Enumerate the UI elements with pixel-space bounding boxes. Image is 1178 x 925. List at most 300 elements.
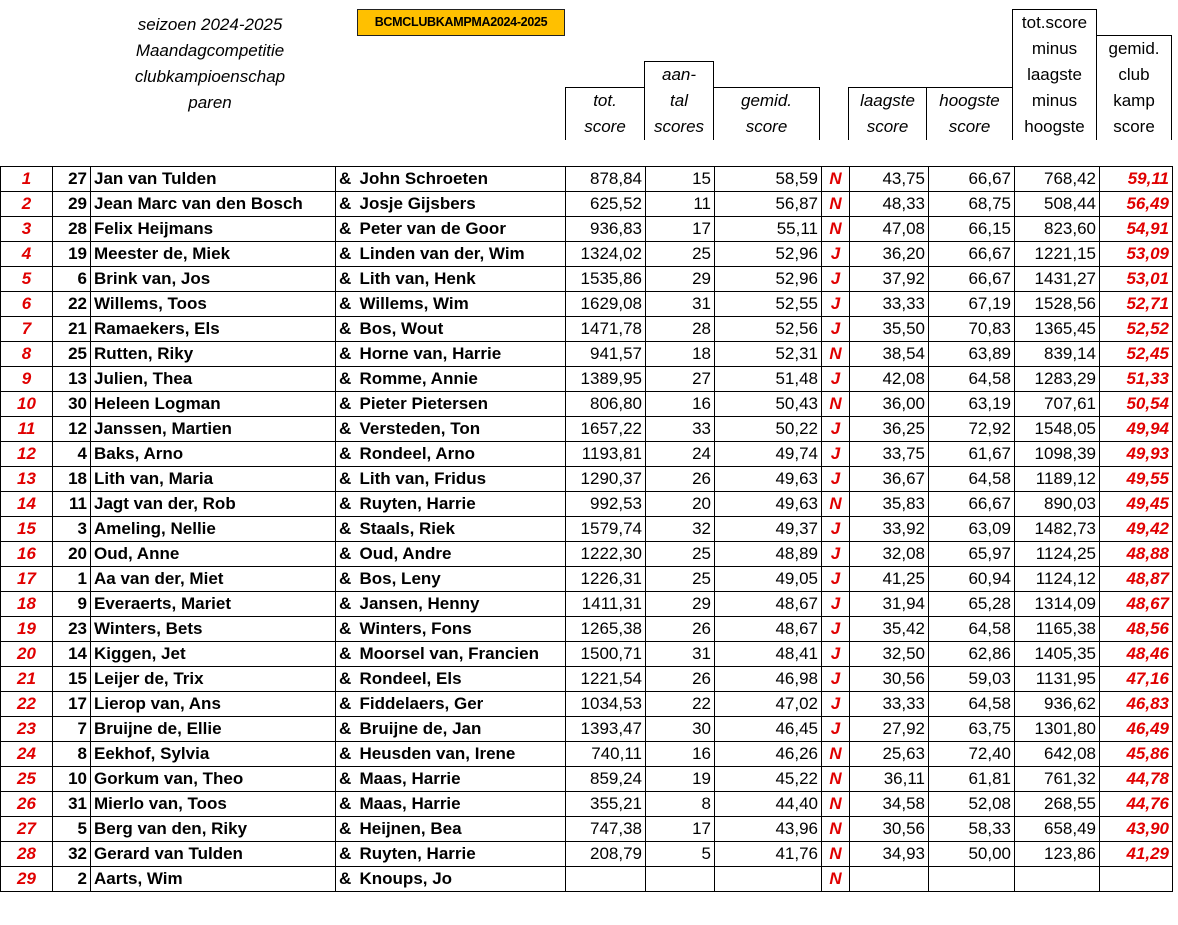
table-row bbox=[1, 767, 1173, 792]
tot-score-cell: 859,24 bbox=[566, 767, 646, 792]
score-count-cell: 25 bbox=[646, 242, 715, 267]
tot-score-cell: 740,11 bbox=[566, 742, 646, 767]
net-score-cell: 1283,29 bbox=[1015, 367, 1100, 392]
rank-cell: 1 bbox=[1, 167, 53, 192]
avg-score-cell: 58,59 bbox=[715, 167, 822, 192]
avg-score-cell: 52,55 bbox=[715, 292, 822, 317]
ampersand-cell: & bbox=[336, 667, 358, 692]
avg-score-cell: 48,67 bbox=[715, 592, 822, 617]
lowest-score-cell: 34,58 bbox=[850, 792, 929, 817]
score-count-cell: 16 bbox=[646, 742, 715, 767]
rank-cell: 7 bbox=[1, 317, 53, 342]
player2-name-cell: Romme, Annie bbox=[358, 367, 566, 392]
player2-name-cell: Willems, Wim bbox=[358, 292, 566, 317]
lowest-score-cell: 36,00 bbox=[850, 392, 929, 417]
avg-score-cell: 49,63 bbox=[715, 492, 822, 517]
table-row bbox=[1, 367, 1173, 392]
header-gemid-score: gemid. score bbox=[740, 91, 793, 136]
player1-name-cell: Winters, Bets bbox=[91, 617, 336, 642]
player1-name-cell: Janssen, Martien bbox=[91, 417, 336, 442]
score-count-cell: 24 bbox=[646, 442, 715, 467]
highest-score-cell: 66,67 bbox=[929, 267, 1015, 292]
highest-score-cell: 59,03 bbox=[929, 667, 1015, 692]
highest-score-cell: 63,09 bbox=[929, 517, 1015, 542]
player2-name-cell: Ruyten, Harrie bbox=[358, 492, 566, 517]
avg-score-cell: 44,40 bbox=[715, 792, 822, 817]
rank-cell: 22 bbox=[1, 692, 53, 717]
score-count-cell: 31 bbox=[646, 292, 715, 317]
ampersand-cell: & bbox=[336, 417, 358, 442]
ampersand-cell: & bbox=[336, 767, 358, 792]
player1-name-cell: Ameling, Nellie bbox=[91, 517, 336, 542]
rank-cell: 9 bbox=[1, 367, 53, 392]
avg-score-cell bbox=[715, 867, 822, 892]
flag-cell: J bbox=[822, 642, 850, 667]
tot-score-cell: 355,21 bbox=[566, 792, 646, 817]
avg-score-cell: 43,96 bbox=[715, 817, 822, 842]
ampersand-cell: & bbox=[336, 867, 358, 892]
player2-name-cell: Bos, Wout bbox=[358, 317, 566, 342]
rank-cell: 21 bbox=[1, 667, 53, 692]
rank-cell: 20 bbox=[1, 642, 53, 667]
ampersand-cell: & bbox=[336, 292, 358, 317]
player-id-cell: 4 bbox=[53, 442, 91, 467]
player-id-cell: 25 bbox=[53, 342, 91, 367]
club-score-cell: 49,55 bbox=[1100, 467, 1173, 492]
club-score-cell: 56,49 bbox=[1100, 192, 1173, 217]
score-count-cell: 17 bbox=[646, 217, 715, 242]
flag-cell: J bbox=[822, 692, 850, 717]
flag-cell: J bbox=[822, 292, 850, 317]
title-line-competition: Maandagcompetitie bbox=[135, 41, 285, 60]
club-score-cell: 44,78 bbox=[1100, 767, 1173, 792]
results-body bbox=[1, 167, 1173, 892]
table-row bbox=[1, 267, 1173, 292]
player1-name-cell: Kiggen, Jet bbox=[91, 642, 336, 667]
highest-score-cell: 68,75 bbox=[929, 192, 1015, 217]
avg-score-cell: 47,02 bbox=[715, 692, 822, 717]
net-score-cell: 1482,73 bbox=[1015, 517, 1100, 542]
tot-score-cell: 992,53 bbox=[566, 492, 646, 517]
net-score-cell: 1098,39 bbox=[1015, 442, 1100, 467]
tot-score-cell: 1393,47 bbox=[566, 717, 646, 742]
club-score-cell: 48,88 bbox=[1100, 542, 1173, 567]
lowest-score-cell: 32,08 bbox=[850, 542, 929, 567]
avg-score-cell: 46,98 bbox=[715, 667, 822, 692]
header-aantal-scores: aan- tal scores bbox=[653, 65, 705, 136]
player-id-cell: 15 bbox=[53, 667, 91, 692]
highest-score-cell: 60,94 bbox=[929, 567, 1015, 592]
flag-cell: J bbox=[822, 717, 850, 742]
highest-score-cell: 61,81 bbox=[929, 767, 1015, 792]
rank-cell: 17 bbox=[1, 567, 53, 592]
table-row bbox=[1, 592, 1173, 617]
net-score-cell: 1548,05 bbox=[1015, 417, 1100, 442]
tot-score-cell: 208,79 bbox=[566, 842, 646, 867]
player2-name-cell: Ruyten, Harrie bbox=[358, 842, 566, 867]
lowest-score-cell: 33,92 bbox=[850, 517, 929, 542]
player2-name-cell: Peter van de Goor bbox=[358, 217, 566, 242]
player1-name-cell: Oud, Anne bbox=[91, 542, 336, 567]
tot-score-cell: 1226,31 bbox=[566, 567, 646, 592]
player2-name-cell: Lith van, Fridus bbox=[358, 467, 566, 492]
table-row bbox=[1, 792, 1173, 817]
table-row bbox=[1, 217, 1173, 242]
player-id-cell: 6 bbox=[53, 267, 91, 292]
flag-cell: J bbox=[822, 667, 850, 692]
flag-cell: J bbox=[822, 442, 850, 467]
score-count-cell: 8 bbox=[646, 792, 715, 817]
club-score-cell: 52,71 bbox=[1100, 292, 1173, 317]
net-score-cell: 1365,45 bbox=[1015, 317, 1100, 342]
player1-name-cell: Heleen Logman bbox=[91, 392, 336, 417]
flag-cell: J bbox=[822, 567, 850, 592]
tot-score-cell: 1657,22 bbox=[566, 417, 646, 442]
player2-name-cell: Maas, Harrie bbox=[358, 792, 566, 817]
flag-cell: J bbox=[822, 417, 850, 442]
score-count-cell: 26 bbox=[646, 617, 715, 642]
player1-name-cell: Everaerts, Mariet bbox=[91, 592, 336, 617]
ampersand-cell: & bbox=[336, 392, 358, 417]
player-id-cell: 1 bbox=[53, 567, 91, 592]
net-score-cell: 1431,27 bbox=[1015, 267, 1100, 292]
flag-cell: N bbox=[822, 767, 850, 792]
table-row bbox=[1, 842, 1173, 867]
highest-score-cell: 64,58 bbox=[929, 617, 1015, 642]
lowest-score-cell: 33,33 bbox=[850, 292, 929, 317]
player1-name-cell: Bruijne de, Ellie bbox=[91, 717, 336, 742]
club-score-cell: 41,29 bbox=[1100, 842, 1173, 867]
player1-name-cell: Julien, Thea bbox=[91, 367, 336, 392]
table-row bbox=[1, 342, 1173, 367]
lowest-score-cell: 35,42 bbox=[850, 617, 929, 642]
net-score-cell: 658,49 bbox=[1015, 817, 1100, 842]
table-row bbox=[1, 642, 1173, 667]
tot-score-cell: 1411,31 bbox=[566, 592, 646, 617]
highest-score-cell: 72,92 bbox=[929, 417, 1015, 442]
player2-name-cell: Staals, Riek bbox=[358, 517, 566, 542]
table-row bbox=[1, 692, 1173, 717]
flag-cell: N bbox=[822, 742, 850, 767]
score-count-cell: 22 bbox=[646, 692, 715, 717]
club-score-cell: 46,49 bbox=[1100, 717, 1173, 742]
net-score-cell: 768,42 bbox=[1015, 167, 1100, 192]
rank-cell: 19 bbox=[1, 617, 53, 642]
highest-score-cell: 72,40 bbox=[929, 742, 1015, 767]
tot-score-cell: 806,80 bbox=[566, 392, 646, 417]
score-count-cell: 29 bbox=[646, 592, 715, 617]
club-score-cell: 53,09 bbox=[1100, 242, 1173, 267]
ampersand-cell: & bbox=[336, 267, 358, 292]
player1-name-cell: Leijer de, Trix bbox=[91, 667, 336, 692]
tot-score-cell: 1221,54 bbox=[566, 667, 646, 692]
player-id-cell: 9 bbox=[53, 592, 91, 617]
avg-score-cell: 48,89 bbox=[715, 542, 822, 567]
avg-score-cell: 46,26 bbox=[715, 742, 822, 767]
ampersand-cell: & bbox=[336, 492, 358, 517]
score-count-cell: 26 bbox=[646, 667, 715, 692]
tot-score-cell: 625,52 bbox=[566, 192, 646, 217]
ampersand-cell: & bbox=[336, 342, 358, 367]
ampersand-cell: & bbox=[336, 242, 358, 267]
table-row bbox=[1, 492, 1173, 517]
rank-cell: 3 bbox=[1, 217, 53, 242]
club-score-cell: 48,87 bbox=[1100, 567, 1173, 592]
player-id-cell: 29 bbox=[53, 192, 91, 217]
lowest-score-cell bbox=[850, 867, 929, 892]
ampersand-cell: & bbox=[336, 367, 358, 392]
club-score-cell: 43,90 bbox=[1100, 817, 1173, 842]
ampersand-cell: & bbox=[336, 542, 358, 567]
player2-name-cell: Moorsel van, Francien bbox=[358, 642, 566, 667]
table-row bbox=[1, 567, 1173, 592]
club-score-cell: 47,16 bbox=[1100, 667, 1173, 692]
ampersand-cell: & bbox=[336, 792, 358, 817]
player1-name-cell: Felix Heijmans bbox=[91, 217, 336, 242]
club-score-cell: 50,54 bbox=[1100, 392, 1173, 417]
highest-score-cell: 64,58 bbox=[929, 467, 1015, 492]
table-row bbox=[1, 192, 1173, 217]
rank-cell: 15 bbox=[1, 517, 53, 542]
player2-name-cell: Oud, Andre bbox=[358, 542, 566, 567]
highest-score-cell: 63,75 bbox=[929, 717, 1015, 742]
lowest-score-cell: 35,50 bbox=[850, 317, 929, 342]
flag-cell: J bbox=[822, 267, 850, 292]
net-score-cell: 1165,38 bbox=[1015, 617, 1100, 642]
title-line-season: seizoen 2024-2025 bbox=[137, 15, 283, 34]
avg-score-cell: 41,76 bbox=[715, 842, 822, 867]
table-row bbox=[1, 617, 1173, 642]
player-id-cell: 10 bbox=[53, 767, 91, 792]
table-row bbox=[1, 167, 1173, 192]
tot-score-cell: 1629,08 bbox=[566, 292, 646, 317]
player2-name-cell: Lith van, Henk bbox=[358, 267, 566, 292]
player1-name-cell: Mierlo van, Toos bbox=[91, 792, 336, 817]
score-count-cell: 25 bbox=[646, 542, 715, 567]
net-score-cell: 642,08 bbox=[1015, 742, 1100, 767]
table-row bbox=[1, 667, 1173, 692]
score-count-cell: 33 bbox=[646, 417, 715, 442]
avg-score-cell: 46,45 bbox=[715, 717, 822, 742]
highest-score-cell: 62,86 bbox=[929, 642, 1015, 667]
player2-name-cell: Knoups, Jo bbox=[358, 867, 566, 892]
rank-cell: 8 bbox=[1, 342, 53, 367]
avg-score-cell: 49,05 bbox=[715, 567, 822, 592]
flag-cell: J bbox=[822, 367, 850, 392]
tot-score-cell: 1500,71 bbox=[566, 642, 646, 667]
player-id-cell: 2 bbox=[53, 867, 91, 892]
player2-name-cell: Bruijne de, Jan bbox=[358, 717, 566, 742]
ampersand-cell: & bbox=[336, 817, 358, 842]
table-row bbox=[1, 292, 1173, 317]
score-count-cell: 16 bbox=[646, 392, 715, 417]
highest-score-cell: 65,28 bbox=[929, 592, 1015, 617]
avg-score-cell: 49,63 bbox=[715, 467, 822, 492]
rank-cell: 24 bbox=[1, 742, 53, 767]
tot-score-cell bbox=[566, 867, 646, 892]
avg-score-cell: 52,96 bbox=[715, 242, 822, 267]
player1-name-cell: Jan van Tulden bbox=[91, 167, 336, 192]
lowest-score-cell: 47,08 bbox=[850, 217, 929, 242]
flag-cell: N bbox=[822, 842, 850, 867]
score-count-cell: 5 bbox=[646, 842, 715, 867]
lowest-score-cell: 36,67 bbox=[850, 467, 929, 492]
avg-score-cell: 51,48 bbox=[715, 367, 822, 392]
player1-name-cell: Gorkum van, Theo bbox=[91, 767, 336, 792]
ampersand-cell: & bbox=[336, 617, 358, 642]
table-row bbox=[1, 467, 1173, 492]
highest-score-cell: 63,89 bbox=[929, 342, 1015, 367]
player2-name-cell: Heijnen, Bea bbox=[358, 817, 566, 842]
net-score-cell: 1124,12 bbox=[1015, 567, 1100, 592]
player2-name-cell: Josje Gijsbers bbox=[358, 192, 566, 217]
club-score-cell: 45,86 bbox=[1100, 742, 1173, 767]
rank-cell: 10 bbox=[1, 392, 53, 417]
tot-score-cell: 1535,86 bbox=[566, 267, 646, 292]
ampersand-cell: & bbox=[336, 192, 358, 217]
flag-cell: J bbox=[822, 317, 850, 342]
rank-cell: 12 bbox=[1, 442, 53, 467]
ampersand-cell: & bbox=[336, 517, 358, 542]
ampersand-cell: & bbox=[336, 442, 358, 467]
highest-score-cell: 66,15 bbox=[929, 217, 1015, 242]
player1-name-cell: Aarts, Wim bbox=[91, 867, 336, 892]
rank-cell: 28 bbox=[1, 842, 53, 867]
player1-name-cell: Berg van den, Riky bbox=[91, 817, 336, 842]
highest-score-cell: 70,83 bbox=[929, 317, 1015, 342]
flag-cell: N bbox=[822, 492, 850, 517]
net-score-cell: 707,61 bbox=[1015, 392, 1100, 417]
net-score-cell: 1301,80 bbox=[1015, 717, 1100, 742]
lowest-score-cell: 37,92 bbox=[850, 267, 929, 292]
header-laagste-score: laagste score bbox=[860, 91, 915, 136]
flag-cell: N bbox=[822, 867, 850, 892]
score-count-cell: 18 bbox=[646, 342, 715, 367]
highest-score-cell: 66,67 bbox=[929, 492, 1015, 517]
tot-score-cell: 878,84 bbox=[566, 167, 646, 192]
highest-score-cell: 64,58 bbox=[929, 692, 1015, 717]
score-count-cell: 11 bbox=[646, 192, 715, 217]
club-score-cell: 52,45 bbox=[1100, 342, 1173, 367]
table-row bbox=[1, 242, 1173, 267]
player-id-cell: 11 bbox=[53, 492, 91, 517]
flag-cell: N bbox=[822, 217, 850, 242]
ampersand-cell: & bbox=[336, 217, 358, 242]
ampersand-cell: & bbox=[336, 742, 358, 767]
player2-name-cell: Horne van, Harrie bbox=[358, 342, 566, 367]
net-score-cell: 1131,95 bbox=[1015, 667, 1100, 692]
net-score-cell: 839,14 bbox=[1015, 342, 1100, 367]
table-row bbox=[1, 867, 1173, 892]
tot-score-cell: 1389,95 bbox=[566, 367, 646, 392]
player-id-cell: 27 bbox=[53, 167, 91, 192]
score-count-cell: 30 bbox=[646, 717, 715, 742]
club-score-cell: 53,01 bbox=[1100, 267, 1173, 292]
player1-name-cell: Lierop van, Ans bbox=[91, 692, 336, 717]
player2-name-cell: Rondeel, Arno bbox=[358, 442, 566, 467]
header-gemid-club: gemid. club kamp score bbox=[1108, 39, 1160, 136]
tot-score-cell: 1290,37 bbox=[566, 467, 646, 492]
season-title bbox=[100, 12, 320, 116]
highest-score-cell: 52,08 bbox=[929, 792, 1015, 817]
lowest-score-cell: 25,63 bbox=[850, 742, 929, 767]
highest-score-cell: 61,67 bbox=[929, 442, 1015, 467]
lowest-score-cell: 32,50 bbox=[850, 642, 929, 667]
lowest-score-cell: 41,25 bbox=[850, 567, 929, 592]
club-badge: BCMCLUBKAMPMA2024-2025 bbox=[357, 9, 565, 36]
lowest-score-cell: 31,94 bbox=[850, 592, 929, 617]
title-line-championship: clubkampioenschap bbox=[134, 67, 286, 86]
tot-score-cell: 1034,53 bbox=[566, 692, 646, 717]
club-score-cell: 49,94 bbox=[1100, 417, 1173, 442]
table-row bbox=[1, 717, 1173, 742]
avg-score-cell: 55,11 bbox=[715, 217, 822, 242]
flag-cell: N bbox=[822, 167, 850, 192]
player-id-cell: 18 bbox=[53, 467, 91, 492]
rank-cell: 4 bbox=[1, 242, 53, 267]
player1-name-cell: Ramaekers, Els bbox=[91, 317, 336, 342]
player1-name-cell: Eekhof, Sylvia bbox=[91, 742, 336, 767]
score-count-cell: 19 bbox=[646, 767, 715, 792]
avg-score-cell: 49,74 bbox=[715, 442, 822, 467]
ampersand-cell: & bbox=[336, 592, 358, 617]
lowest-score-cell: 30,56 bbox=[850, 817, 929, 842]
lowest-score-cell: 43,75 bbox=[850, 167, 929, 192]
player1-name-cell: Rutten, Riky bbox=[91, 342, 336, 367]
player-id-cell: 21 bbox=[53, 317, 91, 342]
player2-name-cell: Linden van der, Wim bbox=[358, 242, 566, 267]
player-id-cell: 20 bbox=[53, 542, 91, 567]
tot-score-cell: 1579,74 bbox=[566, 517, 646, 542]
ampersand-cell: & bbox=[336, 717, 358, 742]
avg-score-cell: 48,67 bbox=[715, 617, 822, 642]
ampersand-cell: & bbox=[336, 567, 358, 592]
player-id-cell: 13 bbox=[53, 367, 91, 392]
net-score-cell: 1221,15 bbox=[1015, 242, 1100, 267]
net-score-cell: 1124,25 bbox=[1015, 542, 1100, 567]
player-id-cell: 14 bbox=[53, 642, 91, 667]
avg-score-cell: 45,22 bbox=[715, 767, 822, 792]
tot-score-cell: 747,38 bbox=[566, 817, 646, 842]
table-row bbox=[1, 392, 1173, 417]
lowest-score-cell: 36,11 bbox=[850, 767, 929, 792]
score-count-cell: 20 bbox=[646, 492, 715, 517]
header-tot-minus: tot.score minus laagste minus hoogste bbox=[1021, 13, 1088, 136]
player2-name-cell: Heusden van, Irene bbox=[358, 742, 566, 767]
club-score-cell bbox=[1100, 867, 1173, 892]
player-id-cell: 7 bbox=[53, 717, 91, 742]
score-count-cell: 32 bbox=[646, 517, 715, 542]
highest-score-cell: 66,67 bbox=[929, 242, 1015, 267]
score-count-cell: 17 bbox=[646, 817, 715, 842]
table-row bbox=[1, 417, 1173, 442]
club-score-cell: 44,76 bbox=[1100, 792, 1173, 817]
header-hoogste-score: hoogste score bbox=[939, 91, 1000, 136]
player2-name-cell: John Schroeten bbox=[358, 167, 566, 192]
flag-cell: N bbox=[822, 817, 850, 842]
table-row bbox=[1, 517, 1173, 542]
flag-cell: J bbox=[822, 542, 850, 567]
flag-cell: N bbox=[822, 342, 850, 367]
lowest-score-cell: 33,33 bbox=[850, 692, 929, 717]
club-score-cell: 48,46 bbox=[1100, 642, 1173, 667]
lowest-score-cell: 42,08 bbox=[850, 367, 929, 392]
table-row bbox=[1, 542, 1173, 567]
club-score-cell: 49,45 bbox=[1100, 492, 1173, 517]
score-count-cell: 28 bbox=[646, 317, 715, 342]
player-id-cell: 3 bbox=[53, 517, 91, 542]
player1-name-cell: Meester de, Miek bbox=[91, 242, 336, 267]
